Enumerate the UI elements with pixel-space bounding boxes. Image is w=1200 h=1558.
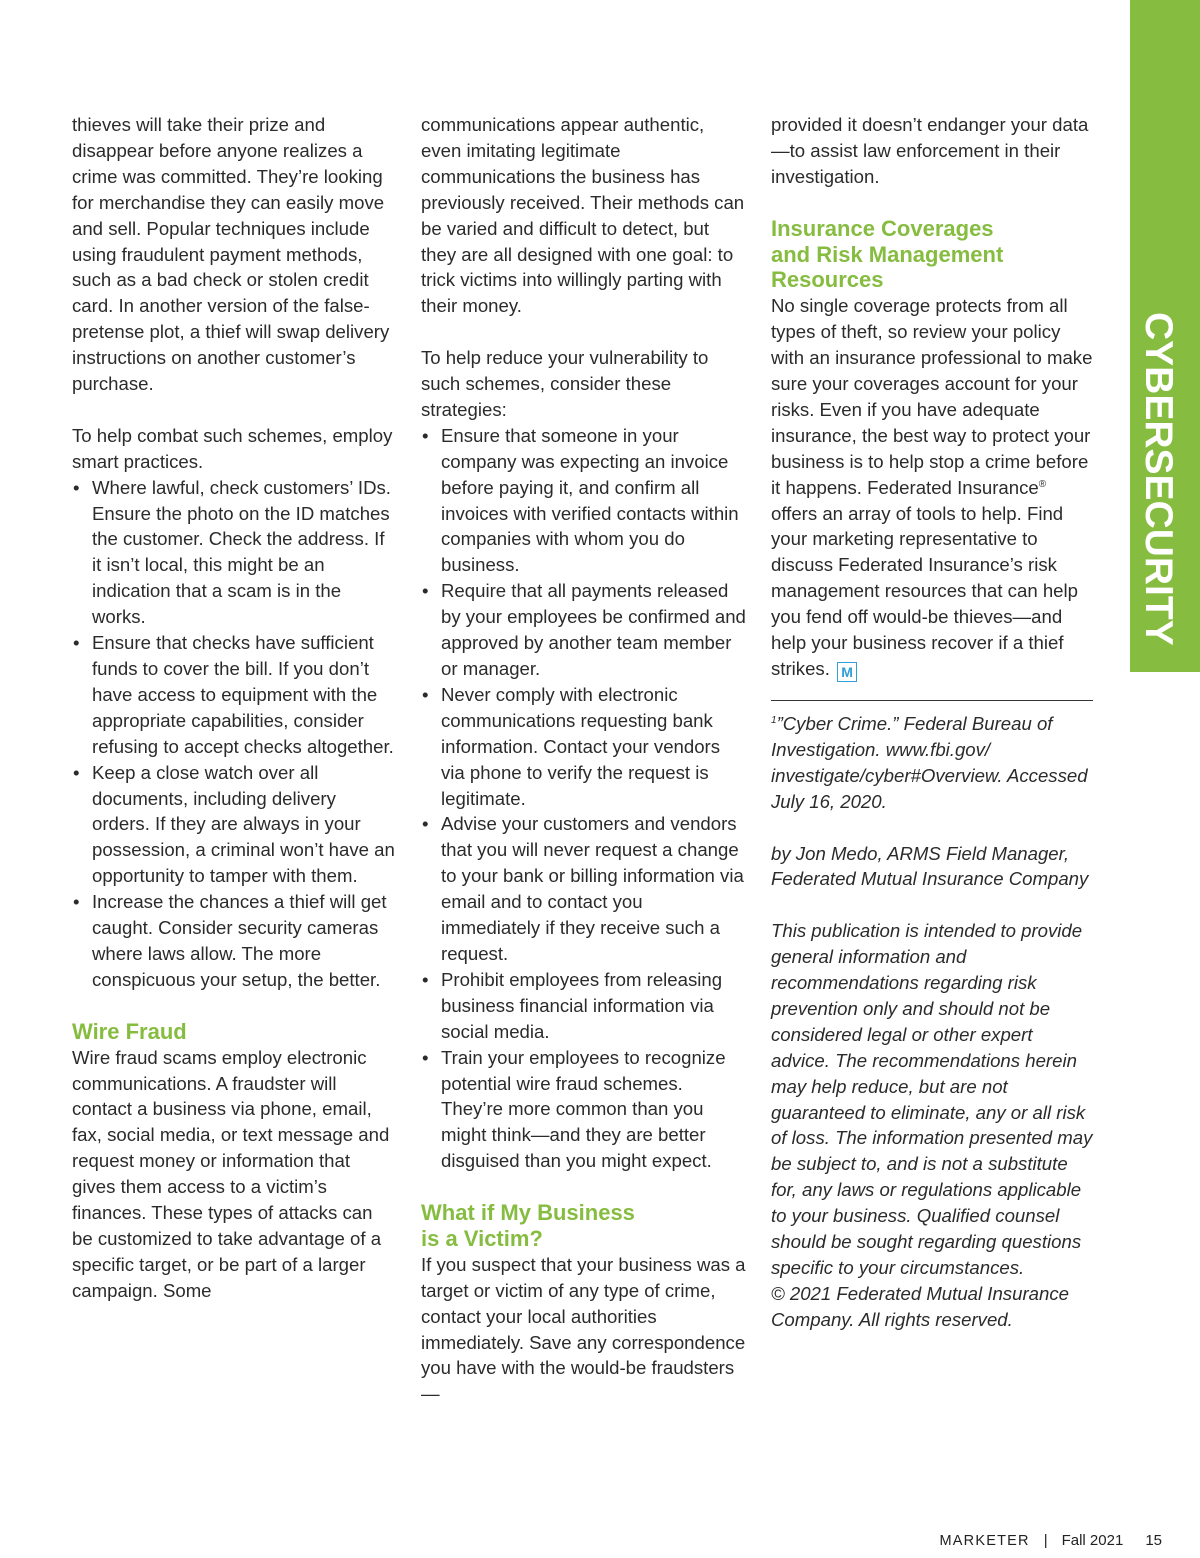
insurance-text-b: offers an array of tools to help. Find your marketing representative to discuss Federated Insurance’s risk management resources that can help you fend off would-be thieves—and help your business recover if a thief strikes. xyxy=(771,502,1078,680)
victim-text: If you suspect that your business was a target or victim of any type of crime, contact your local authorities immediately. Save any correspondence you have with the would-be fraudsters— xyxy=(421,1253,746,1405)
list-item: • Train your employees to recognize potential wire fraud schemes. They’re more common than you might think—and they are better disguised than you might expect. xyxy=(421,1045,746,1175)
col2-intro: communications appear authentic, even imitating legitimate communications the business has previously received. Their methods can be varied and difficult to detect, but they are all designed with one goal: to trick victims into willingly parting with their money. xyxy=(421,114,745,317)
col3-intro: provided it doesn’t endanger your data—to assist law enforcement in their investigation. xyxy=(771,114,1089,187)
footnote-text: ”Cyber Crime.” Federal Bureau of Investigation. www.fbi.gov/ investigate/cyber#Overview. Accessed July 16, 2020. xyxy=(771,713,1088,812)
list-item: • Increase the chances a thief will get caught. Consider security cameras where laws allow. The more conspicuous your setup, the better. xyxy=(72,889,397,993)
list-item: • Keep a close watch over all documents, including delivery orders. If they are always in your possession, a criminal won’t have an opportunity to tamper with them. xyxy=(72,760,397,890)
insurance-heading-line2: and Risk Management xyxy=(771,241,1004,267)
insurance-heading-line3: Resources xyxy=(771,267,884,293)
magazine-logo: MARKETER xyxy=(939,1532,1030,1549)
footnote xyxy=(771,711,1093,815)
page-footer xyxy=(940,1532,1162,1549)
list-item: • Ensure that checks have sufficient funds to cover the bill. If you don’t have access to equipment with the appropriate capabilities, consider refusing to accept checks altogether. xyxy=(72,630,397,760)
end-mark-icon: M xyxy=(837,662,857,682)
insurance-text-a: No single coverage protects from all types of theft, so review your policy with an insurance professional to make sure your coverages account for your risks. Even if you have adequate insurance, the best way to protect your business is to help stop a crime before it happens. Federated Insurance xyxy=(771,295,1093,498)
victim-heading xyxy=(421,1200,746,1252)
list-item: • Require that all payments released by your employees be confirmed and approved by another team member or manager. xyxy=(421,578,746,682)
section-tab-label: CYBERSECURITY xyxy=(1137,312,1180,646)
list-item: • Never comply with electronic communications requesting bank information. Contact your vendors via phone to verify the request is legitimate. xyxy=(421,682,746,812)
column-1 xyxy=(72,112,397,1304)
page-number: 15 xyxy=(1145,1532,1162,1549)
registered-mark: ® xyxy=(1038,478,1047,490)
footnote-divider xyxy=(771,700,1093,701)
list-item: • Where lawful, check customers’ IDs. Ensure the photo on the ID matches the customer. Check the address. If it isn’t local, this might be an indication that a scam is in the works. xyxy=(72,475,397,630)
col2-lead: To help reduce your vulnerability to such schemes, consider these strategies: xyxy=(421,347,709,420)
column-2 xyxy=(421,112,746,1407)
col1-intro: thieves will take their prize and disappear before anyone realizes a crime was committed. They’re looking for merchandise they can easily move and sell. Popular techniques include using fraudulent payment methods, such as a bad check or stolen credit card. In another version of the false-pretense plot, a thief will swap delivery instructions on another customer’s purchase. xyxy=(72,114,390,395)
insurance-heading-line1: Insurance Coverages xyxy=(771,215,994,241)
victim-heading-line2: is a Victim? xyxy=(421,1225,543,1251)
col1-lead: To help combat such schemes, employ smart practices. xyxy=(72,424,393,472)
victim-heading-line1: What if My Business xyxy=(421,1200,635,1226)
list-item: • Ensure that someone in your company was expecting an invoice before paying it, and confirm all invoices with verified contacts within companies with whom you do business. xyxy=(421,423,746,578)
copyright: © 2021 Federated Mutual Insurance Company. All rights reserved. xyxy=(771,1282,1069,1330)
insurance-text xyxy=(771,293,1093,682)
list-item: • Prohibit employees from releasing business financial information via social media. xyxy=(421,967,746,1045)
disclaimer: This publication is intended to provide general information and recommendations regarding risk prevention only and should not be considered legal or other expert advice. The recommendations herein may help reduce, but are not guaranteed to eliminate, any or all risk of loss. The information presented may be subject to, and is not a substitute for, any laws or regulations applicable to your business. Qualified counsel should be sought regarding questions specific to your circumstances. xyxy=(771,920,1093,1279)
col2-bullet-list xyxy=(421,423,746,1174)
footer-separator: | xyxy=(1043,1532,1048,1549)
col1-bullet-list xyxy=(72,475,397,993)
insurance-heading xyxy=(771,216,1093,294)
list-item: • Advise your customers and vendors that you will never request a change to your bank or billing information via email and to contact you immediately if they receive such a request. xyxy=(421,811,746,966)
column-3 xyxy=(771,112,1093,1333)
wire-fraud-heading: Wire Fraud xyxy=(72,1018,187,1044)
wire-fraud-text: Wire fraud scams employ electronic communications. A fraudster will contact a business via phone, email, fax, social media, or text message and request money or information that gives them access to a victim’s finances. These types of attacks can be customized to take advantage of a specific target, or be part of a larger campaign. Some xyxy=(72,1046,390,1301)
byline: by Jon Medo, ARMS Field Manager, Federated Mutual Insurance Company xyxy=(771,842,1089,890)
issue-label: Fall 2021 xyxy=(1061,1532,1124,1549)
footnote-number: 1 xyxy=(771,714,777,726)
